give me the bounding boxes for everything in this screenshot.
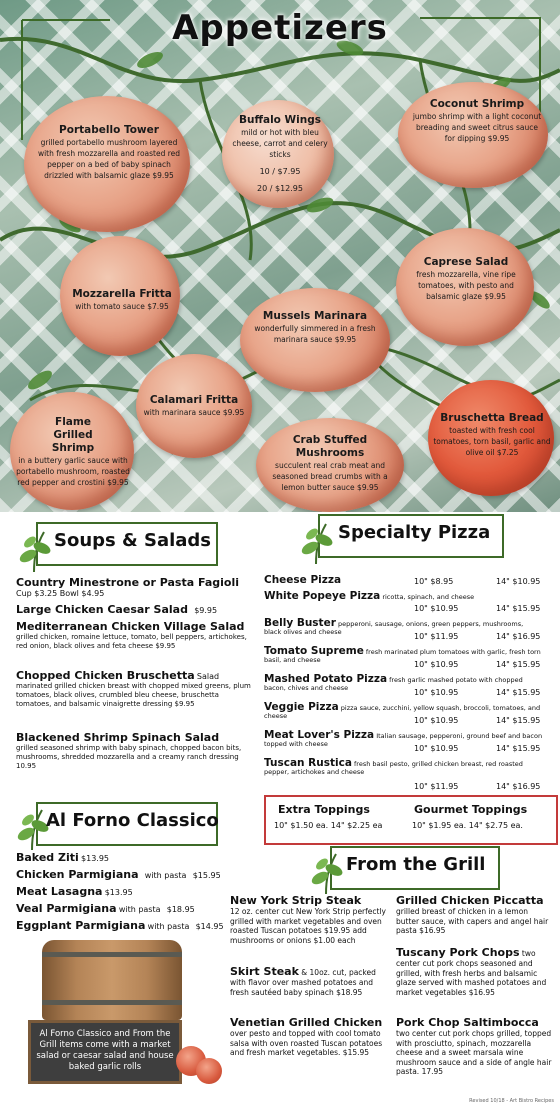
price-14: 14" $16.95 <box>496 782 541 791</box>
item-name: Tuscany Pork Chops <box>396 946 520 959</box>
price-14: 14" $15.95 <box>496 604 541 613</box>
grill-item <box>396 947 552 997</box>
alforno-title: Al Forno Classico <box>46 810 219 831</box>
appetizers-panel <box>0 0 560 512</box>
basil-leaf-icon <box>18 528 52 572</box>
appetizer-desc: toasted with fresh cool tomatoes, torn basil, garlic and olive oil <box>433 426 551 457</box>
item-price: $13.95 <box>104 888 133 897</box>
appetizer-desc: wonderfully simmered in a fresh marinara sauce <box>254 324 376 344</box>
appetizer-desc: grilled portabello mushroom layered with fresh mozzarella and roasted red pepper on a bed of baby spinach drizzled with balsamic glaze <box>37 138 181 180</box>
appetizer-portabello-tower <box>34 124 184 181</box>
item-name: Tomato Supreme <box>264 645 364 657</box>
item-name: Chicken Parmigiana <box>16 868 139 881</box>
barrel-illustration <box>42 940 182 1020</box>
appetizer-price: $9.95 <box>484 292 506 301</box>
item-name: Baked Ziti <box>16 851 79 864</box>
appetizer-desc: with tomato sauce <box>75 302 145 311</box>
price-14: 14" $15.95 <box>496 744 541 753</box>
menu-item <box>16 920 246 932</box>
item-suffix: Salad <box>196 672 220 681</box>
appetizer-name: Flame Grilled Shrimp <box>51 416 95 454</box>
appetizer-price: $9.95 <box>334 335 357 344</box>
item-desc: grilled breast of chicken in a lemon butter sauce, with capers and angel hair pasta $16.95 <box>396 907 549 935</box>
appetizer-name: Portabello Tower <box>59 124 159 136</box>
item-desc: grilled chicken, romaine lettuce, tomato, bell peppers, artichokes, red onion, black olives and feta cheese <box>16 633 247 650</box>
appetizer-price: $7.25 <box>496 448 519 457</box>
pizza-title: Specialty Pizza <box>338 522 491 543</box>
basil-leaf-icon <box>16 806 50 850</box>
appetizer-crab-stuffed-mushrooms <box>262 434 398 493</box>
item-name: Meat Lasagna <box>16 885 103 898</box>
item-price: $18.95 <box>166 905 195 914</box>
price-14: 14" $15.95 <box>496 716 541 725</box>
price-10: 10" $11.95 <box>414 632 459 641</box>
price-10: 10" $10.95 <box>414 744 459 753</box>
item-name: Veal Parmigiana <box>16 902 117 915</box>
soups-title: Soups & Salads <box>54 530 211 551</box>
grill-item <box>230 966 390 997</box>
item-name: Venetian Grilled Chicken <box>230 1016 383 1029</box>
gourmet-toppings-title: Gourmet Toppings <box>414 803 528 816</box>
item-price: 10.95 <box>16 762 37 770</box>
menu-item <box>16 604 252 616</box>
item-name: Blackened Shrimp Spinach Salad <box>16 731 220 744</box>
item-desc: fresh garlic mashed potato with chopped bacon, chives and cheese <box>264 676 523 692</box>
appetizer-price: 10 / $7.95 <box>259 167 301 176</box>
menu-item <box>16 732 252 771</box>
menu-item <box>16 577 252 599</box>
appetizer-name: Crab Stuffed Mushrooms <box>292 434 368 459</box>
footer-note: Revised 10/18 - Art Bistro Recipes <box>469 1098 554 1104</box>
appetizer-name: Buffalo Wings <box>239 114 321 126</box>
item-note: with pasta <box>147 922 190 931</box>
item-price: $9.95 <box>155 642 176 650</box>
menu-item <box>16 670 252 709</box>
pizza-item <box>264 759 544 776</box>
extra-toppings-title: Extra Toppings <box>278 803 370 816</box>
price-10: 10" $11.95 <box>414 782 459 791</box>
grill-item <box>230 1017 390 1058</box>
item-name: Mashed Potato Pizza <box>264 673 388 685</box>
item-name: Tuscan Rustica <box>264 757 352 769</box>
extra-toppings-prices: 10" $1.50 ea. 14" $2.25 ea <box>274 821 383 830</box>
item-desc: two center cut pork chops grilled, topped with prosciutto, spinach, mozzarella cheese and a sweet marsala wine mushroom sauce and a side of angle hair pasta. 17.95 <box>396 1029 552 1076</box>
basil-leaf-icon <box>310 850 344 894</box>
appetizer-price: $9.95 <box>107 478 129 487</box>
item-desc: two center cut pork chops seasoned and grilled, with fresh herbs and balsamic glaze served with mashed potatoes and market vegetables $16.95 <box>396 949 547 997</box>
appetizer-name: Calamari Fritta <box>149 394 239 406</box>
appetizer-desc: mild or hot with bleu cheese, carrot and celery sticks <box>232 128 328 159</box>
item-name: Skirt Steak <box>230 965 299 978</box>
item-desc: fresh marinated plum tomatoes with garlic, fresh torn basil, and cheese <box>264 648 541 664</box>
appetizer-bruschetta-bread <box>432 412 552 458</box>
item-name: Veggie Pizza <box>264 701 339 713</box>
item-desc: & 10oz. cut, packed with flavor over mashed potatoes and fresh sautéed baby spinach $18.95 <box>230 968 376 997</box>
chalkboard-note: Al Forno Classico and From the Grill items come with a market salad or caesar salad and house baked garlic rolls <box>28 1020 182 1084</box>
appetizer-price: $9.95 <box>487 134 510 143</box>
menu-item <box>16 903 236 915</box>
menu-item <box>16 869 236 881</box>
appetizer-price: $7.95 <box>147 302 169 311</box>
item-name: Eggplant Parmigiana <box>16 919 146 932</box>
toppings-box <box>264 795 558 845</box>
page-title: Appetizers <box>172 8 388 48</box>
item-desc: grilled seasoned shrimp with baby spinach, chopped bacon bits, mushrooms, shredded mozzarella and a creamy ranch dressing <box>16 744 242 761</box>
appetizer-price: $9.95 <box>357 483 379 492</box>
pizza-item <box>264 576 414 585</box>
grill-title: From the Grill <box>346 854 486 875</box>
item-name: Meat Lover's Pizza <box>264 729 375 741</box>
item-desc: marinated grilled chicken breast with chopped mixed greens, plum tomatoes, black olives, crumbled bleu cheese, bruschetta tomatoes, and balsamic vinaigrette dressing <box>16 682 251 708</box>
appetizer-coconut-shrimp <box>410 98 544 144</box>
item-desc: 12 oz. center cut New York Strip perfectly grilled with market vegetables and oven roasted Tuscan potatoes $19.95 add mushrooms or onions $1.00 each <box>230 907 386 945</box>
price-10: 10" $10.95 <box>414 716 459 725</box>
item-name: Chopped Chicken Bruschetta <box>16 669 195 682</box>
item-desc: ricotta, spinach, and cheese <box>382 593 475 601</box>
appetizer-desc: with marinara sauce <box>143 408 221 417</box>
item-name: Cheese Pizza <box>264 574 342 586</box>
appetizer-desc: succulent real crab meat and seasoned bread crumbs with a lemon butter sauce <box>272 461 388 492</box>
item-name: Large Chicken Caesar Salad <box>16 603 188 616</box>
appetizer-name: Caprese Salad <box>423 256 509 268</box>
grill-item <box>396 895 552 936</box>
item-name: Grilled Chicken Piccatta <box>396 894 544 907</box>
item-price: $13.95 <box>81 854 110 863</box>
basil-leaf-icon <box>300 520 334 564</box>
appetizer-mozzarella-fritta <box>66 288 178 312</box>
menu-item <box>16 886 236 898</box>
item-desc: pizza sauce, zucchini, yellow squash, broccoli, tomatoes, and cheese <box>264 704 541 720</box>
appetizer-buffalo-wings <box>228 114 332 194</box>
appetizer-price: $9.95 <box>222 408 245 417</box>
item-desc: over pesto and topped with cool tomato salsa with oven roasted Tuscan potatoes and fresh market vegetables. $15.95 <box>230 1029 383 1057</box>
price-14: 14" $10.95 <box>496 577 541 586</box>
item-name: Pork Chop Saltimbocca <box>396 1016 539 1029</box>
appetizer-price: 20 / $12.95 <box>257 184 303 193</box>
price-14: 14" $15.95 <box>496 688 541 697</box>
appetizer-desc: fresh mozzarella, vine ripe tomatoes, with pesto and balsamic glaze <box>416 270 516 301</box>
appetizer-flame-grilled-shrimp <box>14 416 132 488</box>
item-name: Belly Buster <box>264 617 336 629</box>
price-10: 10" $8.95 <box>414 577 454 586</box>
appetizer-price: $9.95 <box>152 171 174 180</box>
tomato-decoration <box>196 1058 222 1084</box>
pizza-item <box>264 619 524 636</box>
item-price: $9.95 <box>174 700 195 708</box>
price-10: 10" $10.95 <box>414 604 459 613</box>
item-price: $14.95 <box>195 922 224 931</box>
item-desc: Cup $3.25 Bowl $4.95 <box>16 589 105 598</box>
pizza-item <box>264 592 514 601</box>
appetizer-caprese-salad <box>404 256 528 302</box>
appetizer-calamari-fritta <box>138 394 250 418</box>
grill-item <box>230 895 390 945</box>
price-10: 10" $10.95 <box>414 688 459 697</box>
item-name: White Popeye Pizza <box>264 590 381 602</box>
menu-item <box>16 852 236 864</box>
item-price: $15.95 <box>192 871 221 880</box>
price-14: 14" $16.95 <box>496 632 541 641</box>
appetizer-desc: jumbo shrimp with a light coconut breading and sweet citrus sauce for dipping <box>412 112 542 143</box>
price-14: 14" $15.95 <box>496 660 541 669</box>
item-note: with pasta <box>118 905 161 914</box>
item-desc: fresh basil pesto, grilled chicken breast, red roasted pepper, artichokes and cheese <box>264 760 523 776</box>
item-name: New York Strip Steak <box>230 894 362 907</box>
appetizer-name: Mozzarella Fritta <box>72 288 172 300</box>
item-name: Country Minestrone or Pasta Fagioli <box>16 576 239 589</box>
item-desc: Italian sausage, pepperoni, ground beef and bacon topped with cheese <box>264 732 543 748</box>
item-desc: pepperoni, sausage, onions, green peppers, mushrooms, black olives and cheese <box>264 620 524 636</box>
appetizer-name: Mussels Marinara <box>262 310 368 322</box>
gourmet-toppings-prices: 10" $1.95 ea. 14" $2.75 ea. <box>412 821 523 830</box>
appetizer-mussels-marinara <box>244 310 386 345</box>
grill-item <box>396 1017 552 1077</box>
appetizer-name: Bruschetta Bread <box>440 412 544 424</box>
item-price: $9.95 <box>194 606 218 615</box>
menu-item <box>16 621 252 651</box>
appetizer-desc: in a buttery garlic sauce with portabello mushroom, roasted red pepper and crostini <box>16 456 130 487</box>
item-note: with pasta <box>144 871 187 880</box>
appetizer-name: Coconut Shrimp <box>429 98 525 110</box>
price-10: 10" $10.95 <box>414 660 459 669</box>
item-name: Mediterranean Chicken Village Salad <box>16 620 245 633</box>
